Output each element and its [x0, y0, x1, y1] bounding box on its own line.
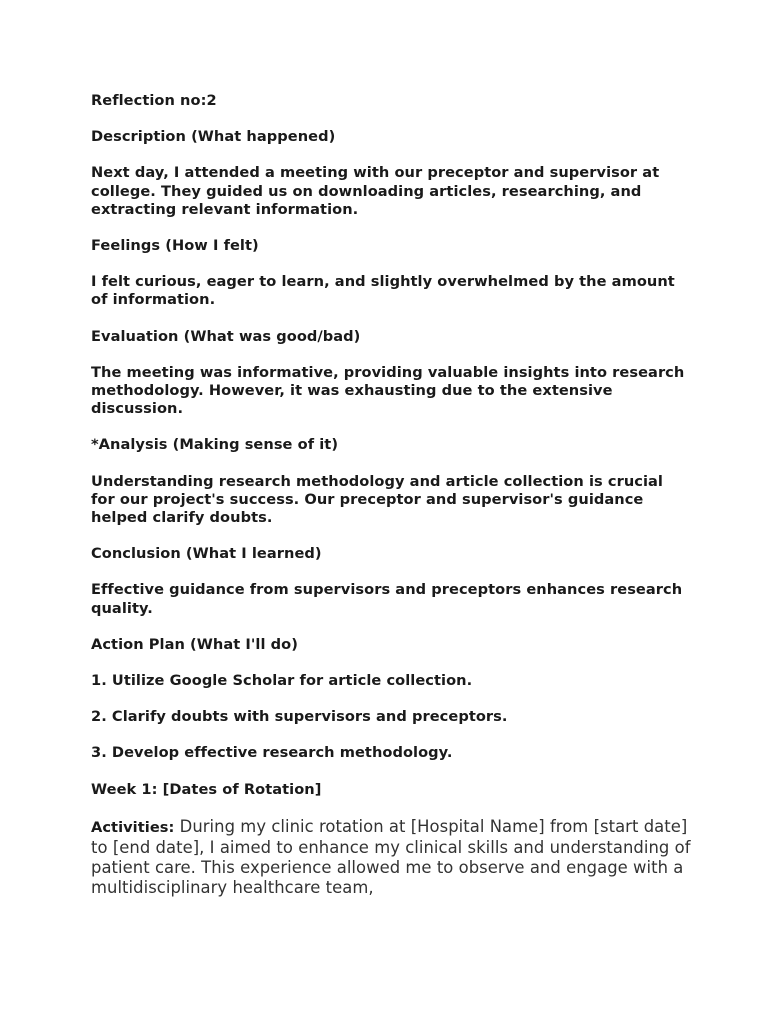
action-item: 2. Clarify doubts with supervisors and preceptors. [91, 708, 508, 726]
activities-paragraph [91, 817, 691, 899]
feelings-text: I felt curious, eager to learn, and slightly overwhelmed by the amount of information. [91, 273, 675, 309]
activities-text: During my clinic rotation at [Hospital Name] from [start date] to [end date], I aimed to enhance my clinical skills and understanding of patient care. This experience allowed me to observe and engage with a multidisciplinary healthcare team, [91, 816, 691, 898]
action-item: 1. Utilize Google Scholar for article collection. [91, 672, 473, 690]
analysis-heading: *Analysis (Making sense of it) [91, 436, 339, 454]
week-heading: Week 1: [Dates of Rotation] [91, 780, 322, 798]
description-heading: Description (What happened) [91, 128, 336, 146]
document-page [91, 92, 691, 917]
conclusion-heading: Conclusion (What I learned) [91, 545, 322, 563]
reflection-title: Reflection no:2 [91, 92, 217, 109]
action-plan-heading: Action Plan (What I'll do) [91, 635, 298, 653]
conclusion-text: Effective guidance from supervisors and preceptors enhances research quality. [91, 581, 683, 617]
activities-label: Activities: [91, 818, 175, 836]
description-text: Next day, I attended a meeting with our preceptor and supervisor at college. They guided us on downloading articles, researching, and extracting relevant information. [91, 164, 660, 218]
action-item: 3. Develop effective research methodology. [91, 744, 453, 762]
evaluation-heading: Evaluation (What was good/bad) [91, 327, 361, 345]
analysis-text: Understanding research methodology and article collection is crucial for our project's success. Our preceptor and supervisor's guidance helped clarify doubts. [91, 472, 663, 527]
evaluation-text: The meeting was informative, providing valuable insights into research methodology. However, it was exhausting due to the extensive discussion. [91, 363, 685, 418]
feelings-heading: Feelings (How I felt) [91, 237, 259, 255]
